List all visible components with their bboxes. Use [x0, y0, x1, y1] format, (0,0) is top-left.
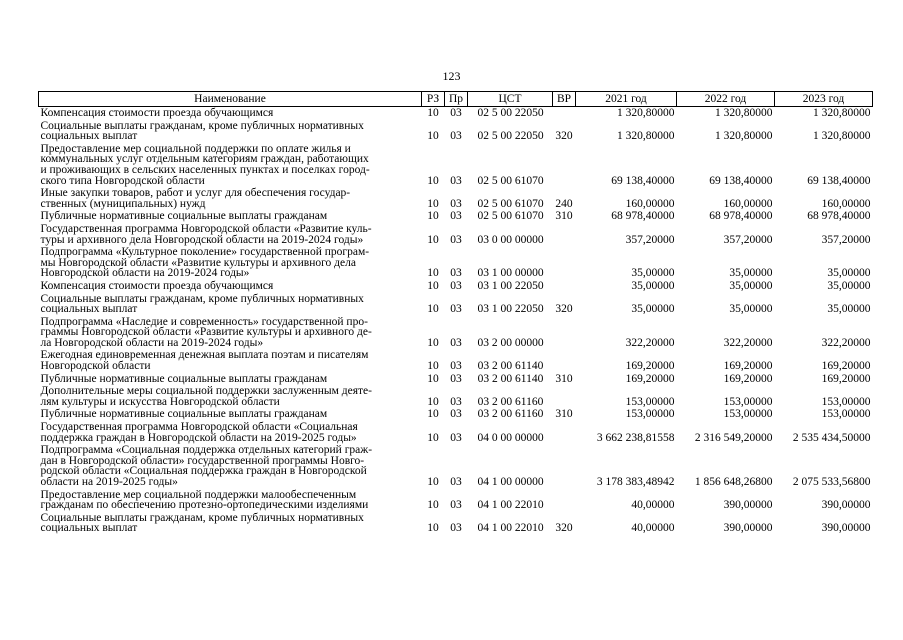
- row-pr: 03: [450, 130, 462, 143]
- row-value-2021: 69 138,40000: [611, 174, 675, 187]
- row-cst: 03 1 00 22050: [477, 279, 544, 292]
- row-pr: 03: [450, 522, 462, 535]
- header-2021: 2021 год: [576, 92, 677, 107]
- row-cst: 03 2 00 61160: [477, 408, 544, 421]
- row-value-2021: 3 178 383,48942: [596, 476, 675, 488]
- row-rz: 10: [427, 431, 439, 444]
- table-row: [39, 512, 873, 535]
- row-value-2022: 357,20000: [723, 233, 773, 246]
- row-value-2021: 68 978,40000: [611, 210, 675, 223]
- row-value-2023: 390,00000: [821, 499, 871, 512]
- row-value-2023: 160,00000: [821, 197, 871, 210]
- row-value-2021: 169,20000: [625, 372, 675, 385]
- row-pr: 03: [450, 197, 462, 210]
- row-cst: 03 1 00 22050: [477, 303, 544, 316]
- row-cst: 02 5 00 61070: [477, 174, 544, 187]
- header-2023: 2023 год: [775, 92, 873, 107]
- header-rz: РЗ: [422, 92, 445, 107]
- row-value-2021: 1 320,80000: [617, 107, 675, 119]
- row-name: Компенсация стоимости проезда обучающимся: [40, 279, 274, 292]
- row-value-2021: 35,00000: [631, 279, 675, 292]
- row-rz: 10: [427, 130, 439, 143]
- row-pr: 03: [450, 174, 462, 187]
- row-cst: 02 5 00 61070: [477, 210, 544, 223]
- table-row: [39, 385, 873, 408]
- header-2022: 2022 год: [677, 92, 775, 107]
- row-value-2022: 153,00000: [723, 408, 773, 421]
- row-vr: [553, 385, 576, 408]
- table-row: [39, 280, 873, 293]
- row-value-2022: 1 320,80000: [715, 107, 773, 119]
- header-name: Наименование: [39, 92, 422, 107]
- row-rz: 10: [427, 395, 439, 408]
- row-value-2023: 357,20000: [821, 233, 871, 246]
- row-value-2023: 153,00000: [821, 395, 871, 408]
- row-cst: 04 1 00 22010: [477, 522, 544, 535]
- row-rz: 10: [427, 267, 439, 280]
- row-vr: 310: [555, 372, 573, 385]
- row-vr: 310: [555, 210, 573, 223]
- row-cst: 04 0 00 00000: [477, 431, 544, 444]
- row-value-2023: 153,00000: [821, 408, 871, 421]
- row-value-2023: 169,20000: [821, 372, 871, 385]
- row-vr: [553, 444, 576, 488]
- row-value-2022: 153,00000: [723, 395, 773, 408]
- row-vr: 320: [555, 303, 573, 316]
- row-value-2023: 1 320,80000: [813, 130, 871, 143]
- row-value-2023: 2 075 533,56800: [792, 476, 871, 488]
- row-name: Предоставление мер социальной поддержки по оплате жилья и коммунальных услуг отдельным категориям граждан, работающих и проживающих в сельских населенных пунктах и поселках город- ского типа Новгородской области: [40, 142, 370, 187]
- table-row: [39, 489, 873, 512]
- row-name: Иные закупки товаров, работ и услуг для обеспечения государ- ственных (муниципальных) нужд: [40, 187, 351, 210]
- row-pr: 03: [450, 499, 462, 512]
- row-value-2023: 68 978,40000: [807, 210, 871, 223]
- row-vr: 320: [555, 130, 573, 143]
- row-value-2021: 35,00000: [631, 267, 675, 280]
- table-row: [39, 444, 873, 488]
- row-pr: 03: [450, 431, 462, 444]
- row-rz: 10: [427, 197, 439, 210]
- row-vr: [553, 349, 576, 372]
- row-pr: 03: [450, 107, 462, 119]
- row-name: Государственная программа Новгородской области «Развитие куль- туры и архивного дела Новгородской области на 2019-2024 годы»: [40, 222, 372, 246]
- row-value-2022: 390,00000: [723, 499, 773, 512]
- row-cst: 02 5 00 22050: [477, 130, 544, 143]
- row-value-2022: 322,20000: [723, 336, 773, 349]
- row-rz: 10: [427, 522, 439, 535]
- row-rz: 10: [427, 336, 439, 349]
- table-row: [39, 143, 873, 187]
- row-value-2022: 160,00000: [723, 197, 773, 210]
- row-value-2021: 3 662 238,81558: [596, 431, 675, 444]
- row-value-2022: 169,20000: [723, 372, 773, 385]
- row-cst: 03 2 00 00000: [477, 336, 544, 349]
- row-cst: 04 1 00 00000: [477, 476, 544, 488]
- table-row: [39, 223, 873, 246]
- row-value-2023: 1 320,80000: [813, 107, 871, 119]
- row-value-2021: 322,20000: [625, 336, 675, 349]
- row-value-2023: 35,00000: [827, 267, 871, 280]
- row-rz: 10: [427, 476, 439, 488]
- row-rz: 10: [427, 279, 439, 292]
- table-row: [39, 246, 873, 280]
- header-pr: Пр: [445, 92, 468, 107]
- row-name: Публичные нормативные социальные выплаты гражданам: [40, 408, 328, 421]
- table-header-row: [39, 92, 873, 107]
- table-body: [39, 107, 873, 535]
- row-name: Социальные выплаты гражданам, кроме публичных нормативных социальных выплат: [40, 292, 364, 316]
- row-name: Подпрограмма «Культурное поколение» государственной програм- мы Новгородской области «Развитие культуры и архивного дела Новгородской области на 2019-2024 годы»: [40, 246, 370, 280]
- row-rz: 10: [427, 107, 439, 119]
- row-vr: [553, 107, 576, 120]
- table-row: [39, 293, 873, 316]
- row-vr: [553, 421, 576, 444]
- row-pr: 03: [450, 360, 462, 373]
- row-pr: 03: [450, 476, 462, 488]
- row-value-2021: 160,00000: [625, 197, 675, 210]
- row-value-2021: 40,00000: [631, 522, 675, 535]
- row-vr: [553, 316, 576, 350]
- row-value-2022: 35,00000: [729, 279, 773, 292]
- row-value-2022: 390,00000: [723, 522, 773, 535]
- row-name: Ежегодная единовременная денежная выплата поэтам и писателям Новгородской области: [40, 349, 369, 373]
- table-row: [39, 349, 873, 372]
- table-row: [39, 316, 873, 350]
- header-vr: ВР: [553, 92, 576, 107]
- table-row: [39, 107, 873, 120]
- row-cst: 02 5 00 61070: [477, 197, 544, 210]
- row-cst: 03 0 00 00000: [477, 233, 544, 246]
- row-pr: 03: [450, 303, 462, 316]
- row-vr: [553, 246, 576, 280]
- row-name: Социальные выплаты гражданам, кроме публичных нормативных социальных выплат: [40, 511, 364, 535]
- row-value-2021: 357,20000: [625, 233, 675, 246]
- table-row: [39, 421, 873, 444]
- table-row: [39, 187, 873, 210]
- row-value-2023: 35,00000: [827, 279, 871, 292]
- row-value-2023: 35,00000: [827, 303, 871, 316]
- row-cst: 03 2 00 61160: [477, 395, 544, 408]
- row-value-2021: 1 320,80000: [617, 130, 675, 143]
- row-pr: 03: [450, 336, 462, 349]
- row-value-2021: 169,20000: [625, 360, 675, 373]
- row-pr: 03: [450, 279, 462, 292]
- row-cst: 03 1 00 00000: [477, 267, 544, 280]
- row-pr: 03: [450, 210, 462, 223]
- row-value-2023: 322,20000: [821, 336, 871, 349]
- row-rz: 10: [427, 303, 439, 316]
- row-vr: 240: [555, 197, 573, 210]
- row-value-2022: 2 316 549,20000: [694, 431, 773, 444]
- row-rz: 10: [427, 372, 439, 385]
- row-value-2022: 169,20000: [723, 360, 773, 373]
- row-name: Подпрограмма «Социальная поддержка отдельных категорий граж- дан в Новгородской области» государственной программы Новго- родской области «Социальная поддержка граждан в Новгородской области на 2019-2025 годы»: [40, 444, 373, 488]
- row-cst: 03 2 00 61140: [477, 360, 544, 373]
- row-value-2023: 2 535 434,50000: [792, 431, 871, 444]
- row-name: Публичные нормативные социальные выплаты гражданам: [40, 372, 328, 385]
- row-rz: 10: [427, 210, 439, 223]
- row-name: Подпрограмма «Наследие и современность» государственной про- граммы Новгородской области «Развитие культуры и архивного де- ла Новгородской области на 2019-2024 годы»: [40, 315, 372, 349]
- page-number: 123: [442, 69, 461, 83]
- row-value-2022: 35,00000: [729, 267, 773, 280]
- row-value-2021: 40,00000: [631, 499, 675, 512]
- row-pr: 03: [450, 267, 462, 280]
- row-value-2023: 169,20000: [821, 360, 871, 373]
- row-vr: [553, 489, 576, 512]
- row-value-2021: 153,00000: [625, 408, 675, 421]
- row-value-2022: 68 978,40000: [709, 210, 773, 223]
- row-rz: 10: [427, 174, 439, 187]
- row-name: Компенсация стоимости проезда обучающимся: [40, 107, 274, 119]
- row-rz: 10: [427, 499, 439, 512]
- row-value-2023: 390,00000: [821, 522, 871, 535]
- row-value-2022: 1 320,80000: [715, 130, 773, 143]
- row-value-2022: 1 856 648,26800: [694, 476, 773, 488]
- row-name: Предоставление мер социальной поддержки малообеспеченным гражданам по обеспечению протезно-ортопедическими изделиями: [40, 488, 369, 512]
- row-vr: [553, 143, 576, 187]
- row-rz: 10: [427, 233, 439, 246]
- table-row: [39, 210, 873, 223]
- row-vr: [553, 223, 576, 246]
- budget-table: [38, 91, 873, 535]
- table-row: [39, 408, 873, 421]
- row-pr: 03: [450, 408, 462, 421]
- table-row: [39, 120, 873, 143]
- row-value-2023: 69 138,40000: [807, 174, 871, 187]
- row-name: Дополнительные меры социальной поддержки заслуженным деяте- лям культуры и искусства Новгородской области: [40, 385, 372, 408]
- row-pr: 03: [450, 233, 462, 246]
- row-value-2022: 35,00000: [729, 303, 773, 316]
- row-value-2021: 35,00000: [631, 303, 675, 316]
- row-pr: 03: [450, 372, 462, 385]
- row-vr: 320: [555, 522, 573, 535]
- row-name: Публичные нормативные социальные выплаты гражданам: [40, 210, 328, 223]
- row-vr: 310: [555, 408, 573, 421]
- row-cst: 02 5 00 22050: [477, 107, 544, 119]
- row-pr: 03: [450, 395, 462, 408]
- row-rz: 10: [427, 360, 439, 373]
- row-cst: 03 2 00 61140: [477, 372, 544, 385]
- header-cst: ЦСТ: [468, 92, 553, 107]
- row-value-2021: 153,00000: [625, 395, 675, 408]
- row-name: Социальные выплаты гражданам, кроме публичных нормативных социальных выплат: [40, 119, 364, 143]
- row-name: Государственная программа Новгородской области «Социальная поддержка граждан в Новгородской области на 2019-2025 годы»: [40, 421, 358, 444]
- row-rz: 10: [427, 408, 439, 421]
- row-vr: [553, 280, 576, 293]
- row-value-2022: 69 138,40000: [709, 174, 773, 187]
- row-cst: 04 1 00 22010: [477, 499, 544, 512]
- table-row: [39, 373, 873, 386]
